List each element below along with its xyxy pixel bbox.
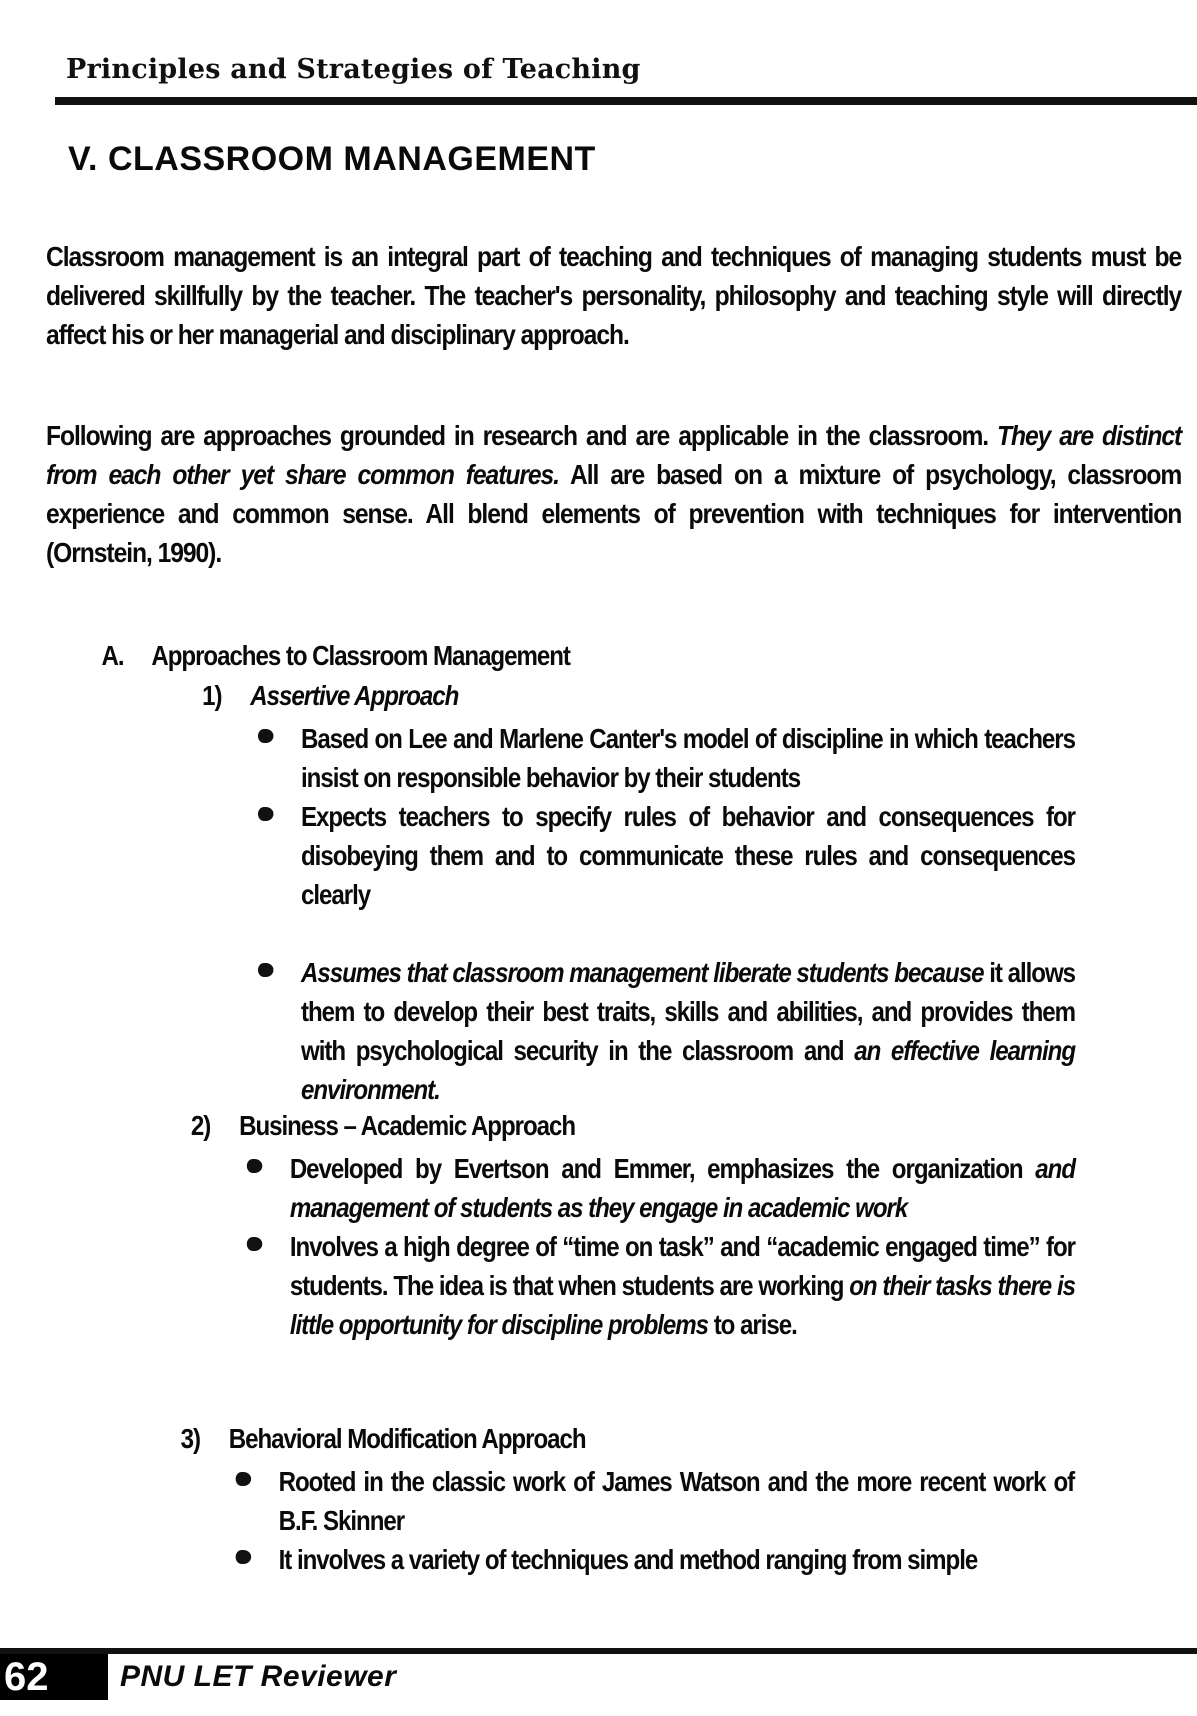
approaches-text-b: They are distinct from each other yet share common features. [46,420,1182,490]
arrow-bullet-icon [258,953,301,1109]
sub-title: Business – Academic Approach [239,1110,576,1141]
bullet-text [290,1149,1075,1227]
bullet-text [301,953,1075,1109]
sub-title: Assertive Approach [250,680,459,711]
arrow-bullet-icon [258,797,301,914]
list-item [247,1227,1075,1344]
sub-number: 3) [180,1423,200,1454]
bullet-text-part: and management of students as they engage in academic work [289,1153,1075,1223]
running-header: Principles and Strategies of Teaching [66,54,641,85]
footer-title: PNU LET Reviewer [120,1660,397,1693]
bullet-text-part: to arise. [708,1309,797,1340]
bullet-text: Rooted in the classic work of James Watson and the more recent work of B.F. Skinner [278,1466,1075,1536]
arrow-bullet-icon [236,1462,279,1540]
bullet-text [301,797,1075,914]
list-item [247,1149,1075,1227]
bullet-text-part: it allows them to develop their best traits, skills and abilities, and provides them with psychological security in the classroom and [301,957,1076,1066]
intro-paragraph: Classroom management is an integral part of teaching and techniques of managing students must be delivered skillfully by the teacher. The teacher's personality, philosophy and teaching style will directly affect his or her managerial and disciplinary approach. [46,241,1182,350]
bullet-text-part: Developed by Evertson and Emmer, emphasizes the organization [289,1153,1036,1184]
sub-heading-assertive [202,680,458,712]
list-heading-text: Approaches to Classroom Management [151,640,570,671]
list-heading [101,640,569,672]
bullet-text-part: Expects teachers to specify rules of behavior and consequences for disobeying them and to communicate these rules and consequences clearly [301,801,1075,910]
bullet-text-part: on their tasks there is little opportunity for discipline problems [289,1270,1075,1340]
sub-heading-behavioral [181,1423,586,1455]
sub-title: Behavioral Modification Approach [228,1423,586,1454]
sub-number: 1) [202,680,222,711]
list-item [236,1540,1075,1579]
approaches-text-a: Following are approaches grounded in research and are applicable in the classroom. [46,420,998,451]
page-number: 62 [0,1654,108,1700]
arrow-bullet-icon [247,1227,290,1344]
list-item [258,953,1075,1109]
bullet-text-part: Involves a high degree of “time on task” and “academic engaged time” for students. The idea is that when students are working [289,1231,1075,1301]
bullet-text-part: Assumes that classroom management liberate students because [301,957,984,988]
list-label: A. [101,640,124,671]
bullet-text [290,1227,1075,1344]
list-item [258,797,1075,914]
bullet-text-part: an effective learning environment. [301,1035,1075,1105]
bullet-text: It involves a variety of techniques and method ranging from simple [278,1544,978,1575]
arrow-bullet-icon [258,719,301,797]
list-item [258,719,1075,797]
section-title: V. CLASSROOM MANAGEMENT [68,140,596,178]
approaches-text-c: All are based on a mixture of psychology, classroom experience and common sense. All blend elements of prevention with techniques for intervention (Ornstein, 1990). [46,459,1182,568]
footer-rule [0,1648,1197,1654]
list-item [236,1462,1075,1540]
bullet-text: Based on Lee and Marlene Canter's model of discipline in which teachers insist on responsible behavior by their students [301,723,1075,793]
arrow-bullet-icon [247,1149,290,1227]
arrow-bullet-icon [236,1540,279,1579]
sub-heading-business [191,1110,575,1142]
sub-number: 2) [190,1110,211,1141]
